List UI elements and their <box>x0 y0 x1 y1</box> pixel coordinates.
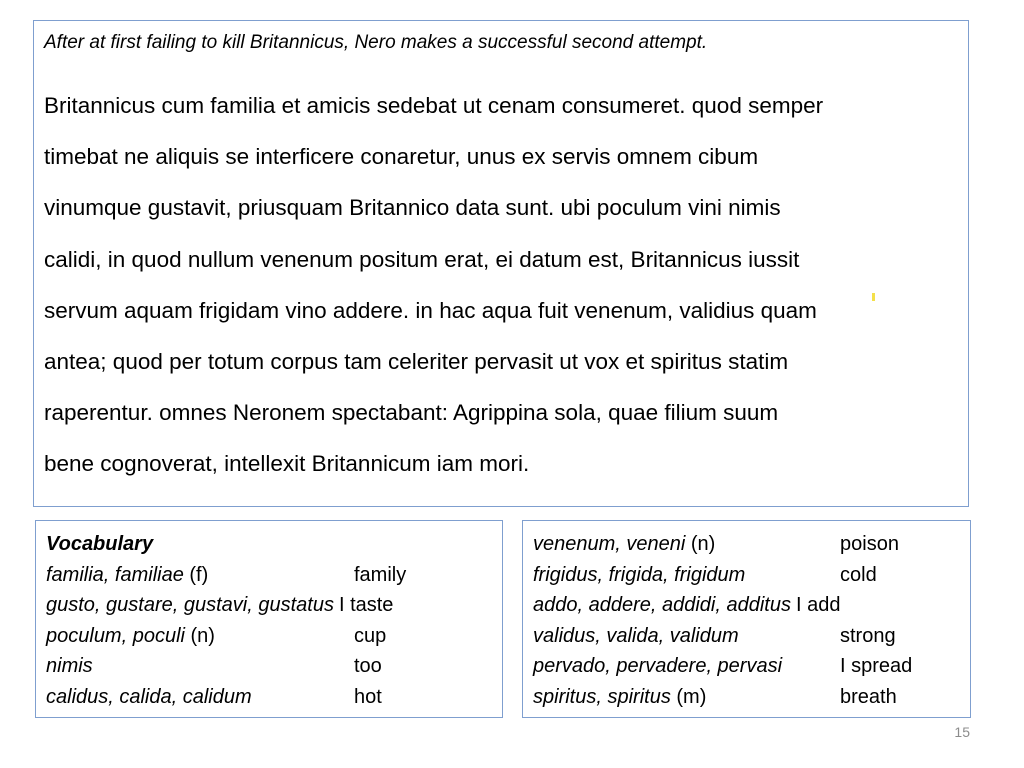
vocab-term-latin: pervado, pervadere, pervasi <box>533 655 783 678</box>
vocab-term <box>533 533 715 555</box>
vocab-meaning: family <box>354 563 407 586</box>
vocab-meaning: I taste <box>338 594 394 617</box>
vocab-row <box>533 651 970 682</box>
vocab-term <box>46 564 208 586</box>
vocab-term-latin: spiritus, spiritus <box>533 685 671 708</box>
vocab-meaning: breath <box>840 685 897 708</box>
vocab-term-gender: (f) <box>183 563 209 586</box>
vocab-term <box>46 686 252 708</box>
vocab-row <box>46 682 502 713</box>
vocab-term <box>533 686 706 708</box>
vocab-term <box>533 655 782 677</box>
vocab-term <box>533 625 739 647</box>
passage-line: raperentur. omnes Neronem spectabant: Agrippina sola, quae filium suum <box>44 400 779 426</box>
vocab-row <box>533 560 970 591</box>
vocab-term-gender: (m) <box>670 685 707 708</box>
vocab-term-latin: validus, valida, validum <box>533 624 739 647</box>
vocab-row <box>46 621 502 652</box>
vocab-term-latin: familia, familiae <box>46 563 184 586</box>
vocab-term-latin: frigidus, frigida, frigidum <box>533 563 746 586</box>
vocab-term <box>533 564 745 586</box>
vocab-row <box>533 621 970 652</box>
vocab-term-gender: (n) <box>685 533 716 555</box>
passage-line: timebat ne aliquis se interficere conaretur, unus ex servis omnem cibum <box>44 144 759 170</box>
vocab-row <box>533 529 970 560</box>
vocabulary-box-right <box>522 520 971 718</box>
passage-line: servum aquam frigidam vino addere. in hac aqua fuit venenum, validius quam <box>44 297 817 323</box>
page-number: 15 <box>954 724 970 740</box>
passage-text <box>44 80 968 490</box>
vocab-row <box>533 590 970 621</box>
vocab-meaning: I spread <box>840 655 913 678</box>
vocab-meaning: cup <box>354 624 387 647</box>
vocab-term-latin: addo, addere, addidi, additus <box>533 594 791 617</box>
vocab-meaning: I add <box>795 594 841 617</box>
passage-intro: After at first failing to kill Britannicus, Nero makes a successful second attempt. <box>44 32 708 53</box>
passage-box <box>33 20 969 507</box>
vocab-row <box>46 651 502 682</box>
vocab-term <box>46 594 334 616</box>
vocab-term <box>46 625 215 647</box>
vocab-meaning: hot <box>354 685 382 708</box>
vocabulary-heading: Vocabulary <box>46 533 154 555</box>
vocab-meaning: strong <box>840 624 896 647</box>
passage-line: vinumque gustavit, priusquam Britannico data sunt. ubi poculum vini nimis <box>44 195 781 221</box>
vocab-meaning: too <box>354 655 382 678</box>
vocab-term-latin: gusto, gustare, gustavi, gustatus <box>46 594 334 617</box>
passage-line: bene cognoverat, intellexit Britannicum iam mori. <box>44 451 530 477</box>
vocab-term-latin: venenum, veneni <box>533 533 686 555</box>
vocab-row <box>46 560 502 591</box>
vocab-term-gender: (n) <box>184 624 215 647</box>
passage-line: calidi, in quod nullum venenum positum erat, ei datum est, Britannicus iussit <box>44 246 800 272</box>
vocab-row <box>533 682 970 713</box>
vocab-row <box>46 590 502 621</box>
vocab-term <box>533 594 791 616</box>
vocab-meaning: cold <box>840 563 877 586</box>
vocab-term-latin: calidus, calida, calidum <box>46 685 252 708</box>
vocab-term-latin: nimis <box>46 655 93 678</box>
text-cursor-marker <box>872 293 875 301</box>
vocabulary-box-left <box>35 520 503 718</box>
vocab-term-latin: poculum, poculi <box>46 624 185 647</box>
vocab-meaning: poison <box>840 533 899 555</box>
passage-line: Britannicus cum familia et amicis sedebat ut cenam consumeret. quod semper <box>44 93 824 118</box>
passage-line: antea; quod per totum corpus tam celeriter pervasit ut vox et spiritus statim <box>44 348 789 374</box>
vocab-term <box>46 655 93 677</box>
